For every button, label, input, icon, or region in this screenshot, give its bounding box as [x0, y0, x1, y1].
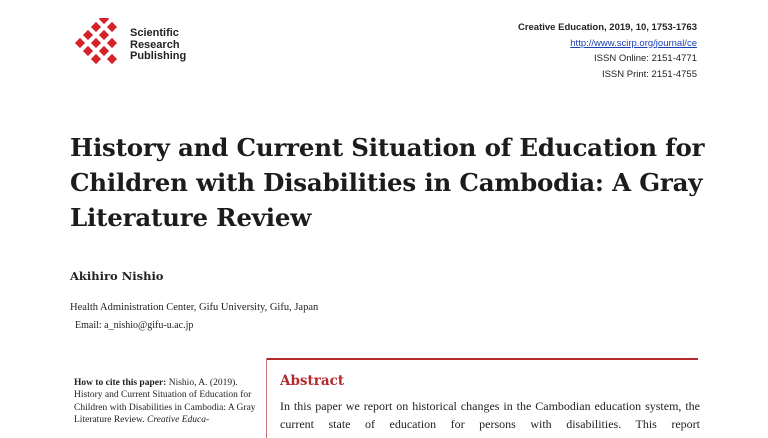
journal-citation: Creative Education, 2019, 10, 1753-1763 [517, 22, 697, 33]
journal-url-link[interactable]: http://www.scirp.org/journal/ce [570, 37, 697, 49]
abstract-divider [266, 358, 698, 360]
author-affiliation: Health Administration Center, Gifu University, Gifu, Japan [70, 302, 319, 313]
paper-title: History and Current Situation of Education for Children with Disabilities in Cambodia: A Gray Literature Review [70, 133, 705, 232]
issn-online: ISSN Online: 2151-4771 [594, 53, 697, 64]
abstract-text: In this paper we report on historical changes in the Cambodian education system, the current state of education for persons with disabilities. This report [280, 399, 700, 431]
author-name: Akihiro Nishio [70, 269, 164, 283]
author-email: Email: a_nishio@gifu-u.ac.jp [75, 320, 194, 331]
cite-journal: Creative Educa- [146, 414, 210, 425]
srp-diamond-logo-icon [72, 18, 124, 68]
publisher-line: Scientific [130, 27, 179, 39]
journal-info [518, 20, 697, 82]
how-to-cite [74, 377, 260, 426]
cite-label: How to cite this paper: [74, 378, 167, 388]
publisher-name [130, 28, 186, 63]
publisher-line: Research [130, 38, 180, 51]
column-divider [266, 358, 267, 438]
cite-text: Nishio, A. (2019). History and Current Situation of Education for Children with Disabilities in Cambodia: A Gray Literature Review. [74, 378, 256, 425]
publisher-line: Publishing [130, 50, 187, 62]
issn-print: ISSN Print: 2151-4755 [601, 68, 697, 80]
abstract-heading: Abstract [280, 373, 345, 389]
